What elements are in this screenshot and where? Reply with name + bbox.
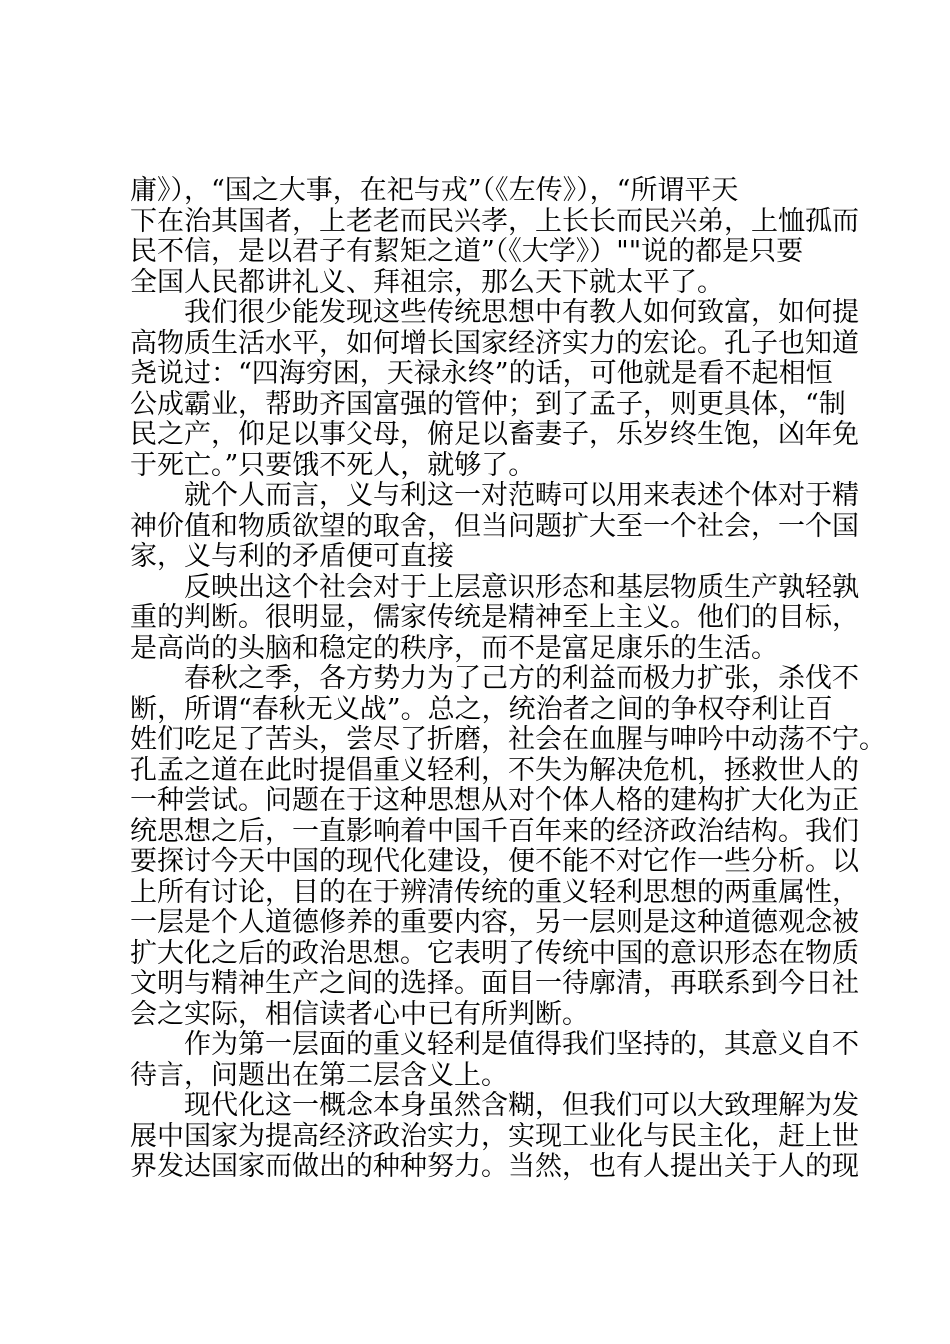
text-line: 全国人民都讲礼义、拜祖宗，那么天下就太平了。 <box>130 266 724 298</box>
text-line: 高物质生活水平，如何增长国家经济实力的宏论。孔子也知道 <box>130 327 859 359</box>
text-line: 要探讨今天中国的现代化建设，便不能不对它作一些分析。以 <box>130 846 859 877</box>
text-line: 反映出这个社会对于上层意识形态和基层物质生产孰轻孰 <box>184 571 859 603</box>
text-line: 于死亡。”只要饿不死人，就够了。 <box>130 449 536 481</box>
text-line: 待言，问题出在第二层含义上。 <box>130 1059 508 1091</box>
text-line: 断，所谓“春秋无义战”。总之，统治者之间的争权夺利让百 <box>130 693 833 725</box>
text-line: 庸》），“国之大事，在祀与戎”（《左传》），“所谓平天 <box>130 175 739 206</box>
text-line: 春秋之季，各方势力为了己方的利益而极力扩张，杀伐不 <box>184 663 859 694</box>
text-line: 公成霸业，帮助齐国富强的管仲；到了孟子，则更具体，“制 <box>130 388 846 420</box>
paragraph-2 <box>130 297 859 481</box>
paragraph-1 <box>130 175 859 298</box>
text-line: 民之产，仰足以事父母，俯足以畜妻子，乐岁终生饱，凶年免 <box>130 419 859 450</box>
text-line: 姓们吃足了苦头，尝尽了折磨，社会在血腥与呻吟中动荡不宁。 <box>130 724 886 755</box>
text-line: 作为第一层面的重义轻利是值得我们坚持的，其意义自不 <box>184 1029 859 1060</box>
text-line: 下在治其国者，上老老而民兴孝，上长长而民兴弟，上恤孤而 <box>130 205 859 237</box>
text-line: 尧说过：“四海穷困，天禄永终”的话，可他就是看不起相恒 <box>130 358 833 389</box>
paragraph-6 <box>130 1029 859 1091</box>
text-line: 家，义与利的矛盾便可直接 <box>130 541 454 572</box>
text-line: 会之实际，相信读者心中已有所判断。 <box>130 998 589 1030</box>
text-line: 一层是个人道德修养的重要内容，另一层则是这种道德观念被 <box>130 907 859 938</box>
text-line: 展中国家为提高经济政治实力，实现工业化与民主化，赶上世 <box>130 1120 859 1152</box>
text-line: 民不信，是以君子有絜矩之道”（《大学》）""说的都是只要 <box>130 236 804 267</box>
text-line: 统思想之后，一直影响着中国千百年来的经济政治结构。我们 <box>130 815 859 847</box>
paragraph-7 <box>130 1090 859 1183</box>
text-line: 神价值和物质欲望的取舍，但当问题扩大至一个社会，一个国 <box>130 510 859 542</box>
text-line: 重的判断。很明显，儒家传统是精神至上主义。他们的目标， <box>130 602 859 633</box>
paragraph-5 <box>130 663 886 1030</box>
text-line: 一种尝试。问题在于这种思想从对个体人格的建构扩大化为正 <box>130 785 859 816</box>
text-line: 上所有讨论，目的在于辨清传统的重义轻利思想的两重属性， <box>130 876 859 908</box>
text-line: 就个人而言，义与利这一对范畴可以用来表述个体对于精 <box>184 480 859 511</box>
text-line: 我们很少能发现这些传统思想中有教人如何致富，如何提 <box>184 297 859 328</box>
paragraph-4 <box>130 571 859 665</box>
text-line: 文明与精神生产之间的选择。面目一待廓清，再联系到今日社 <box>130 968 859 999</box>
text-line: 孔孟之道在此时提倡重义轻利，不失为解决危机，拯救世人的 <box>130 754 859 786</box>
text-line: 界发达国家而做出的种种努力。当然，也有人提出关于人的现 <box>130 1151 859 1182</box>
text-line: 是高尚的头脑和稳定的秩序，而不是富足康乐的生活。 <box>130 632 778 664</box>
document-body <box>130 175 886 1183</box>
paragraph-3 <box>130 480 859 573</box>
text-line: 现代化这一概念本身虽然含糊，但我们可以大致理解为发 <box>184 1090 859 1121</box>
text-line: 扩大化之后的政治思想。它表明了传统中国的意识形态在物质 <box>130 937 859 969</box>
